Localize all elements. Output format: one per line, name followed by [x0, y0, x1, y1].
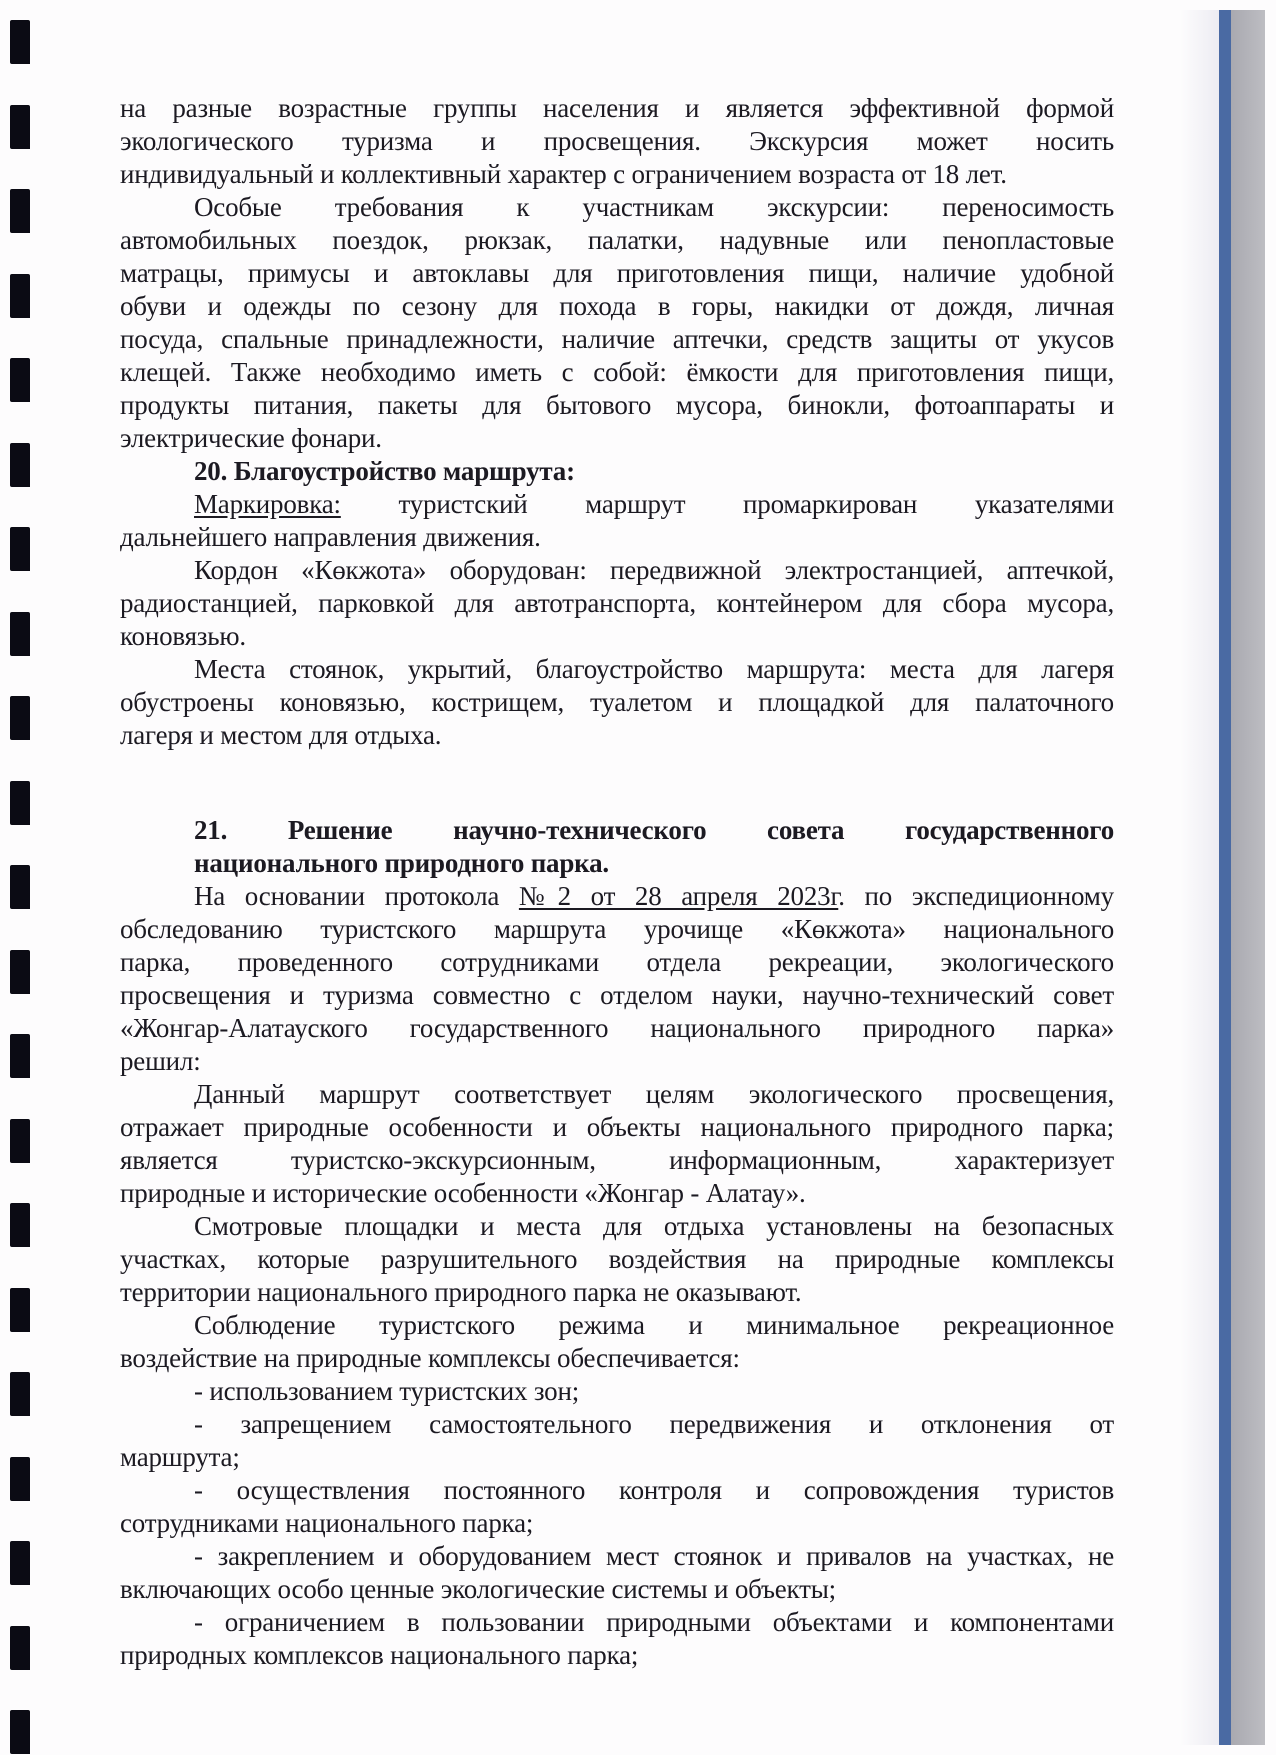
- binding-hole: [10, 1288, 30, 1332]
- spiral-binding: [10, 0, 32, 1755]
- binding-hole: [10, 1541, 30, 1585]
- list-item-cont: природных комплексов национального парка;: [120, 1640, 639, 1670]
- text-line: электрические фонари.: [120, 423, 382, 453]
- text-line: участках, которые разрушительного воздействия на природные комплексы: [120, 1244, 1114, 1274]
- binding-hole: [10, 1203, 30, 1247]
- binding-hole: [10, 527, 30, 571]
- text-line: обследованию туристского маршрута урочище «Көкжота» национального: [120, 914, 1114, 944]
- text-line: посуда, спальные принадлежности, наличие аптечки, средств защиты от укусов: [120, 324, 1114, 354]
- text-line: коновязью.: [120, 621, 246, 651]
- binding-hole: [10, 1119, 30, 1163]
- binding-hole: [10, 696, 30, 740]
- binding-hole: [10, 105, 30, 149]
- text-line: радиостанцией, парковкой для автотранспорта, контейнером для сбора мусора,: [120, 588, 1114, 618]
- binding-hole: [10, 612, 30, 656]
- text-line: индивидуальный и коллективный характер с ограничением возраста от 18 лет.: [120, 159, 1007, 189]
- binding-hole: [10, 274, 30, 318]
- text-line: Особые требования к участникам экскурсии: переносимость: [194, 192, 1114, 222]
- text-line: Места стоянок, укрытий, благоустройство маршрута: места для лагеря: [194, 654, 1114, 684]
- binding-hole: [10, 1710, 30, 1754]
- section-heading-20: 20. Благоустройство маршрута:: [194, 456, 575, 486]
- binding-hole: [10, 950, 30, 994]
- text-line: отражает природные особенности и объекты национального природного парка;: [120, 1112, 1114, 1142]
- text-line: автомобильных поездок, рюкзак, палатки, надувные или пенопластовые: [120, 225, 1114, 255]
- text-line: Данный маршрут соответствует целям экологического просвещения,: [194, 1079, 1114, 1109]
- text-line: Маркировка: туристский маршрут промаркирован указателями: [194, 489, 1114, 519]
- list-item: - ограничением в пользовании природными объектами и компонентами: [194, 1607, 1114, 1637]
- list-item-cont: включающих особо ценные экологические системы и объекты;: [120, 1574, 836, 1604]
- text-line: клещей. Также необходимо иметь с собой: ёмкости для приготовления пищи,: [120, 357, 1114, 387]
- text-line: «Жонгар-Алатауского государственного национального природного парка»: [120, 1013, 1114, 1043]
- binding-hole: [10, 865, 30, 909]
- document-body: [120, 92, 1114, 1672]
- text-line: обуви и одежды по сезону для похода в горы, накидки от дождя, личная: [120, 291, 1114, 321]
- text-line: лагеря и местом для отдыха.: [120, 720, 442, 750]
- underlined-term: Маркировка:: [194, 489, 341, 519]
- binding-hole: [10, 1372, 30, 1416]
- cover-edge: [1219, 10, 1231, 1745]
- blank-line: [120, 752, 1114, 814]
- binding-hole: [10, 781, 30, 825]
- text-line: матрацы, примусы и автоклавы для приготовления пищи, наличие удобной: [120, 258, 1114, 288]
- list-item-cont: маршрута;: [120, 1442, 240, 1472]
- binding-hole: [10, 1457, 30, 1501]
- text-line: решил:: [120, 1046, 201, 1076]
- list-item-cont: сотрудниками национального парка;: [120, 1508, 534, 1538]
- binding-hole: [10, 358, 30, 402]
- text-line: является туристско-экскурсионным, информационным, характеризует: [120, 1145, 1114, 1175]
- section-heading-21: 21. Решение научно-технического совета государственного: [194, 815, 1114, 845]
- text-line: На основании протокола №2 от 28 апреля 2023г. по экспедиционному: [194, 881, 1114, 911]
- text-line: природные и исторические особенности «Жонгар - Алатау».: [120, 1178, 806, 1208]
- text-line: Смотровые площадки и места для отдыха установлены на безопасных: [194, 1211, 1114, 1241]
- list-item: - запрещением самостоятельного передвижения и отклонения от: [194, 1409, 1114, 1439]
- text-line: Кордон «Көкжота» оборудован: передвижной электростанцией, аптечкой,: [194, 555, 1114, 585]
- list-item: - использованием туристских зон;: [194, 1376, 580, 1406]
- text-line: территории национального природного парка не оказывают.: [120, 1277, 802, 1307]
- text-line: обустроены коновязью, кострищем, туалетом и площадкой для палаточного: [120, 687, 1114, 717]
- text-line: продукты питания, пакеты для бытового мусора, бинокли, фотоаппараты и: [120, 390, 1114, 420]
- binding-hole: [10, 1034, 30, 1078]
- text-line: парка, проведенного сотрудниками отдела рекреации, экологического: [120, 947, 1114, 977]
- text-line: просвещения и туризма совместно с отделом науки, научно-технический совет: [120, 980, 1114, 1010]
- list-item: - закреплением и оборудованием мест стоянок и привалов на участках, не: [194, 1541, 1114, 1571]
- binding-hole: [10, 1626, 30, 1670]
- section-heading-21-cont: национального природного парка.: [194, 848, 609, 878]
- text-line: Соблюдение туристского режима и минимальное рекреационное: [194, 1310, 1114, 1340]
- protocol-reference: №2 от 28 апреля 2023г: [518, 881, 839, 911]
- text-line: дальнейшего направления движения.: [120, 522, 541, 552]
- page-edge-shadow: [1180, 10, 1220, 1745]
- binding-hole: [10, 20, 30, 64]
- scanner-background: [1231, 10, 1265, 1745]
- text-line: на разные возрастные группы населения и является эффективной формой: [120, 93, 1114, 123]
- binding-hole: [10, 189, 30, 233]
- binding-hole: [10, 443, 30, 487]
- text-line: воздействие на природные комплексы обеспечивается:: [120, 1343, 740, 1373]
- list-item: - осуществления постоянного контроля и сопровождения туристов: [194, 1475, 1114, 1505]
- text-line: экологического туризма и просвещения. Экскурсия может носить: [120, 126, 1114, 156]
